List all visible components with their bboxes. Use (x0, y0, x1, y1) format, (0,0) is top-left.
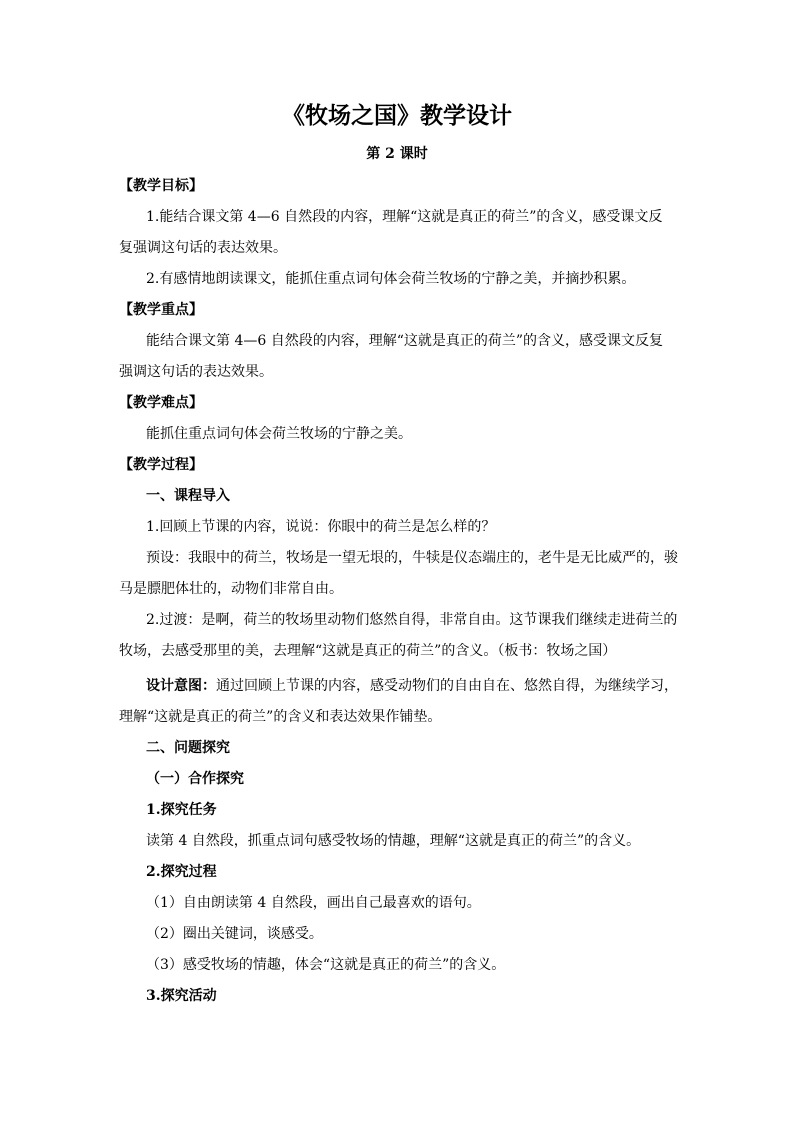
preset-answer-line-2: 马是膘肥体壮的，动物们非常自由。 (119, 581, 343, 597)
section-1-title: 一、课程导入 (146, 488, 230, 504)
review-question: 1.回顾上节课的内容，说说：你眼中的荷兰是怎么样的？ (146, 519, 496, 535)
inquiry-step-2: （2）圈出关键词，谈感受。 (146, 926, 323, 942)
design-intent-line-1 (146, 676, 678, 696)
inquiry-task-title: 1.探究任务 (146, 802, 217, 818)
keypoints-line-2: 强调这句话的表达效果。 (119, 364, 273, 380)
inquiry-process-title: 2.探究过程 (146, 864, 217, 880)
inquiry-step-3: （3）感受牧场的情趣，体会“这就是真正的荷兰”的含义。 (146, 957, 506, 973)
transition-line-1: 2.过渡：是啊，荷兰的牧场里动物们悠然自得，非常自由。这节课我们继续走进荷兰的 (146, 612, 678, 628)
keypoints-line-1: 能结合课文第 4—6 自然段的内容，理解“这就是真正的荷兰”的含义，感受课文反复 (146, 333, 664, 349)
design-intent-line-2: 理解“这就是真正的荷兰”的含义和表达效果作铺垫。 (119, 709, 442, 725)
design-intent-label: 设计意图： (146, 678, 216, 694)
inquiry-step-1: （1）自由朗读第 4 自然段，画出自己最喜欢的语句。 (146, 895, 481, 911)
lesson-period: 第 2 课时 (366, 146, 428, 162)
objectives-heading: 【教学目标】 (119, 178, 203, 194)
transition-line-2: 牧场，去感受那里的美，去理解“这就是真正的荷兰”的含义。（板书：牧场之国） (119, 643, 617, 659)
difficulties-heading: 【教学难点】 (119, 395, 203, 411)
process-heading: 【教学过程】 (119, 457, 203, 473)
difficulties-line-1: 能抓住重点词句体会荷兰牧场的宁静之美。 (146, 426, 412, 442)
preset-answer-line-1: 预设：我眼中的荷兰，牧场是一望无垠的，牛犊是仪态端庄的，老牛是无比威严的，骏 (146, 550, 678, 566)
inquiry-task-text: 读第 4 自然段，抓重点词句感受牧场的情趣，理解“这就是真正的荷兰”的含义。 (146, 833, 641, 849)
subsection-cooperative-inquiry: （一）合作探究 (146, 771, 244, 787)
design-intent-text: 通过回顾上节课的内容，感受动物们的自由自在、悠然自得，为继续学习， (216, 678, 678, 694)
inquiry-activity-title: 3.探究活动 (146, 988, 217, 1004)
objective-1-line-1: 1.能结合课文第 4—6 自然段的内容，理解“这就是真正的荷兰”的含义，感受课文反 (146, 209, 663, 225)
document-title: 《牧场之国》教学设计 (282, 102, 512, 129)
keypoints-heading: 【教学重点】 (119, 302, 203, 318)
section-2-title: 二、问题探究 (146, 740, 230, 756)
objective-1-line-2: 复强调这句话的表达效果。 (119, 240, 287, 256)
objective-2: 2.有感情地朗读课文，能抓住重点词句体会荷兰牧场的宁静之美，并摘抄积累。 (146, 271, 636, 287)
